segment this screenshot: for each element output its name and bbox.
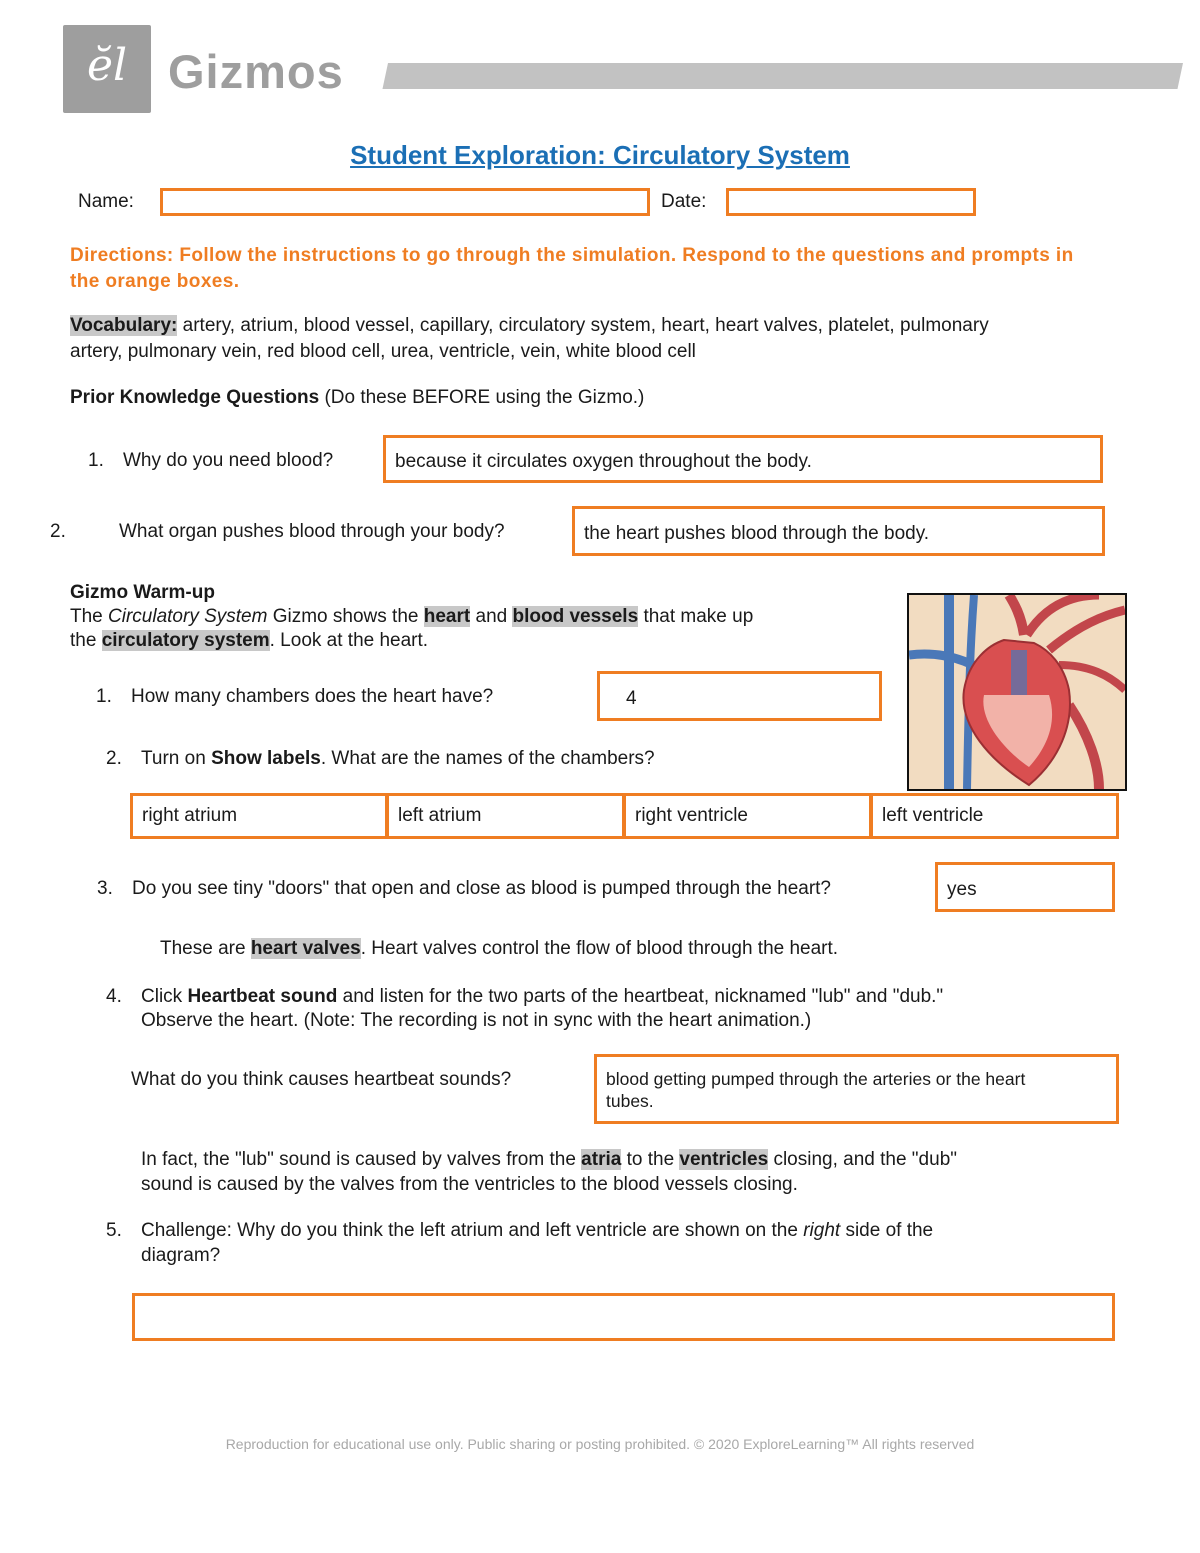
term-ventricles: ventricles	[679, 1149, 769, 1170]
prior-heading-note: (Do these BEFORE using the Gizmo.)	[324, 387, 645, 408]
q5-text-post: side of the	[845, 1220, 934, 1241]
q4-answer-line-2: tubes.	[606, 1091, 654, 1111]
q5-text-pre: Challenge: Why do you think the left atrium and left ventricle are shown on the	[141, 1220, 798, 1241]
vocabulary-terms-1: artery, atrium, blood vessel, capillary, circulatory system, heart, heart valves, platelet, pulmonary	[182, 315, 989, 336]
warmup-q3-text: Do you see tiny "doors" that open and close as blood is pumped through the heart?	[132, 878, 832, 899]
prior-q1-answer-box[interactable]	[383, 435, 1103, 483]
prior-heading-text: Prior Knowledge Questions	[70, 387, 320, 408]
chamber-answer-4: left ventricle	[882, 805, 984, 826]
directions-text: Directions: Follow the instructions to go through the simulation. Respond to the questions and prompts in the orange boxes.	[70, 245, 1074, 292]
chamber-answer-cell-2[interactable]	[386, 793, 625, 839]
q4-text-pre: Click	[141, 986, 183, 1007]
chamber-answer-cell-1[interactable]	[130, 793, 388, 839]
warmup-q2-number: 2.	[106, 748, 122, 769]
brand-name: Gizmos	[168, 45, 344, 98]
warmup-q4-text-2: Observe the heart. (Note: The recording is not in sync with the heart animation.)	[141, 1010, 812, 1031]
date-label: Date:	[661, 191, 707, 212]
lub-dub-fact-1	[141, 1149, 957, 1171]
warmup-q4-text-1	[141, 986, 943, 1008]
warmup-intro-line-1	[70, 606, 753, 628]
warmup-q5-text-1	[141, 1220, 933, 1242]
warmup-q1-text: How many chambers does the heart have?	[131, 686, 494, 707]
warmup-q5-number: 5.	[106, 1220, 122, 1241]
vocabulary-label: Vocabulary:	[70, 315, 178, 336]
note-text-post: . Heart valves control the flow of blood through the heart.	[360, 938, 839, 959]
warmup-q3-answer: yes	[947, 879, 977, 900]
page-title: Student Exploration: Circulatory System	[350, 140, 850, 170]
term-blood-vessels: blood vessels	[512, 606, 639, 627]
warmup-q4-number: 4.	[106, 986, 122, 1007]
prior-knowledge-heading	[70, 387, 644, 409]
prior-q2-answer-box[interactable]	[572, 506, 1105, 556]
prior-q1-text: Why do you need blood?	[123, 450, 334, 471]
chamber-answer-3: right ventricle	[635, 805, 748, 826]
warmup-q5-answer-box[interactable]	[132, 1293, 1115, 1341]
fact-text-post: closing, and the "dub"	[773, 1149, 957, 1170]
warmup-q5-text-2: diagram?	[141, 1245, 221, 1266]
heart-diagram-image	[907, 593, 1127, 791]
gizmos-logo-icon: ĕl	[86, 40, 128, 91]
fact-text-mid: to the	[626, 1149, 675, 1170]
term-atria: atria	[581, 1149, 622, 1170]
warmup-heading: Gizmo Warm-up	[70, 582, 215, 603]
warmup-q4-answer-box[interactable]	[594, 1054, 1119, 1124]
intro-text: that make up	[643, 606, 754, 627]
vocabulary-terms-2: artery, pulmonary vein, red blood cell, urea, ventricle, vein, white blood cell	[70, 341, 696, 362]
heart-valves-note	[160, 938, 838, 960]
warmup-q1-answer: 4	[626, 688, 637, 709]
term-heart: heart	[423, 606, 471, 627]
intro-text: the	[70, 630, 97, 651]
prior-q2-number: 2.	[50, 521, 66, 542]
name-label: Name:	[78, 191, 134, 212]
q2-text-post: . What are the names of the chambers?	[320, 748, 655, 769]
warmup-q4-prompt: What do you think causes heartbeat sounds?	[131, 1069, 512, 1090]
q4-answer-line-1: blood getting pumped through the arteries or the heart	[606, 1069, 1026, 1089]
q2-text-pre: Turn on	[141, 748, 206, 769]
intro-text: Gizmo shows the	[272, 606, 419, 627]
show-labels-term: Show labels	[211, 748, 321, 769]
warmup-q2-text	[141, 748, 655, 770]
warmup-intro-line-2	[70, 630, 428, 652]
prior-q2-answer: the heart pushes blood through the body.	[584, 523, 930, 544]
name-field[interactable]	[160, 188, 650, 216]
date-field[interactable]	[726, 188, 976, 216]
chamber-answer-1: right atrium	[142, 805, 238, 826]
note-text-pre: These are	[160, 938, 246, 959]
lub-dub-fact-2: sound is caused by the valves from the ventricles to the blood vessels closing.	[141, 1174, 798, 1195]
vocabulary-line-1	[70, 315, 989, 337]
intro-text: The	[70, 606, 103, 627]
heartbeat-sound-term: Heartbeat sound	[187, 986, 338, 1007]
prior-q1-answer: because it circulates oxygen throughout the body.	[395, 451, 812, 472]
warmup-q4-answer	[606, 1068, 1106, 1112]
fact-text-pre: In fact, the "lub" sound is caused by valves from the	[141, 1149, 576, 1170]
prior-q2-text: What organ pushes blood through your body?	[119, 521, 505, 542]
intro-text: and	[475, 606, 508, 627]
chamber-answer-2: left atrium	[398, 805, 482, 826]
heart-illustration	[909, 595, 1125, 789]
chamber-answer-cell-3[interactable]	[623, 793, 872, 839]
gizmo-name: Circulatory System	[108, 606, 268, 627]
q4-text-post: and listen for the two parts of the heartbeat, nicknamed "lub" and "dub."	[342, 986, 944, 1007]
prior-q1-number: 1.	[88, 450, 104, 471]
header-divider-bar	[382, 63, 1183, 89]
warmup-q1-answer-box[interactable]	[597, 671, 882, 721]
warmup-q3-answer-box[interactable]	[935, 862, 1115, 912]
warmup-q1-number: 1.	[96, 686, 112, 707]
intro-text: . Look at the heart.	[269, 630, 429, 651]
warmup-q3-number: 3.	[97, 878, 113, 899]
copyright-footer: Reproduction for educational use only. Public sharing or posting prohibited. © 2020 ExploreLearning™ All rights reserved	[225, 1436, 975, 1452]
term-circulatory-system: circulatory system	[101, 630, 270, 651]
chamber-answer-cell-4[interactable]	[870, 793, 1119, 839]
term-heart-valves: heart valves	[250, 938, 361, 959]
q5-right-word: right	[803, 1220, 841, 1241]
